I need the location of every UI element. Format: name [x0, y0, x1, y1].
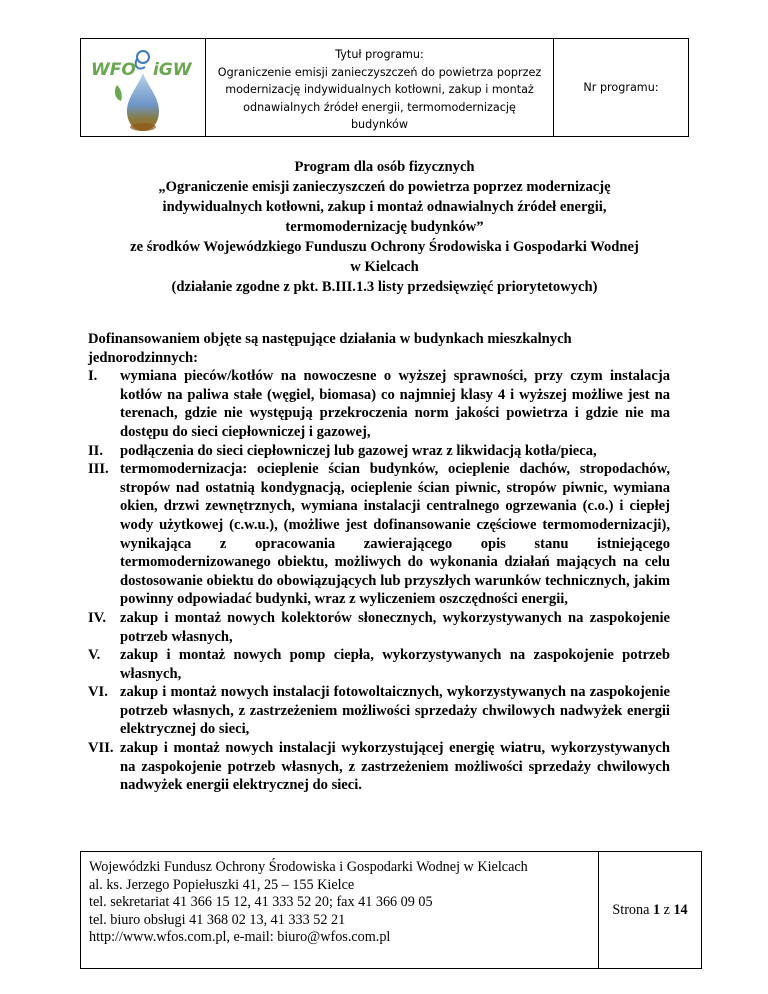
title-line: termomodernizację budynków”: [285, 219, 484, 235]
page-sep: z: [663, 901, 670, 918]
footer-table: [80, 851, 702, 969]
list-item-number: IV.: [88, 609, 106, 626]
list-item: [88, 739, 670, 795]
list-item-text: wymiana pieców/kotłów na nowoczesne o wyższej sprawności, przy czym instalacja kotłów na paliwa stałe (węgiel, biomasa) co najmniej klasy 4 i wyższej możliwe jest na terenach, gdzie nie występują przekroczenia norm jakości powietrza i gdzie nie ma dostępu do sieci ciepłowniczej i gazowej,: [120, 368, 670, 440]
list-item-text: zakup i montaż nowych pomp ciepła, wykorzystywanych na zaspokojenie potrzeb własnych,: [120, 647, 670, 682]
list-item: [88, 442, 670, 461]
footer-org-name: Wojewódzki Fundusz Ochrony Środowiska i Gospodarki Wodnej w Kielcach: [89, 859, 528, 875]
list-item: [88, 367, 670, 441]
svg-text:iGW: iGW: [153, 60, 192, 80]
document-title: [80, 157, 689, 297]
list-item-number: I.: [88, 368, 98, 385]
list-item-text: zakup i montaż nowych kolektorów słonecznych, wykorzystywanych na zaspokojenie potrzeb własnych,: [120, 609, 670, 645]
header-table: [80, 38, 689, 137]
action-list: [88, 367, 670, 795]
footer-address: [81, 852, 599, 968]
footer-web: http://www.wfos.com.pl, e-mail: biuro@wfos.com.pl: [89, 929, 391, 946]
logo-cell: [81, 39, 206, 136]
footer-phone: tel. sekretariat 41 366 15 12, 41 333 52 20; fax 41 366 09 05: [89, 894, 433, 911]
title-line: Program dla osób fizycznych: [294, 159, 475, 175]
list-item-number: VII.: [88, 740, 114, 757]
title-line: (działanie zgodne z pkt. B.III.1.3 listy przedsięwzięć priorytetowych): [171, 279, 598, 295]
list-item: [88, 646, 670, 683]
page-current: 1: [652, 901, 661, 918]
title-line: w Kielcach: [350, 259, 419, 275]
wfosigw-logo: [87, 45, 199, 133]
intro-paragraph: Dofinansowaniem objęte są następujące działania w budynkach mieszkalnych jednorodzinnych:: [88, 331, 572, 366]
list-item: [88, 683, 670, 739]
title-line: „Ograniczenie emisji zanieczyszczeń do powietrza poprzez modernizację: [158, 179, 611, 195]
page-total: 14: [673, 901, 688, 918]
list-item-number: III.: [88, 461, 109, 478]
list-item-text: podłączenia do sieci ciepłowniczej lub gazowej wraz z likwidacją kotła/pieca,: [120, 442, 597, 459]
list-item-number: II.: [88, 442, 104, 459]
list-item-number: V.: [88, 647, 101, 664]
title-line: indywidualnych kotłowni, zakup i montaż odnawialnych źródeł energii,: [162, 199, 607, 215]
svg-text:WFO: WFO: [91, 60, 136, 80]
page-prefix: Strona: [612, 901, 650, 918]
program-number-cell: [554, 39, 688, 136]
page-number: [599, 852, 701, 968]
footer-phone: tel. biuro obsługi 41 368 02 13, 41 333 52 21: [89, 911, 346, 928]
list-item-text: zakup i montaż nowych instalacji wykorzystującej energię wiatru, wykorzystywanych na zaspokojenie potrzeb własnych, z zastrzeżeniem możliwości sprzedaży chwilowych nadwyżek energii elektrycznej do sieci.: [120, 740, 670, 794]
program-title-cell: [206, 39, 554, 136]
program-title-label: Tytuł programu:: [335, 48, 424, 61]
program-title-line: modernizację indywidualnych kotłowni, zakup i montaż: [225, 83, 534, 97]
list-item-text: termomodernizacja: ocieplenie ścian budynków, ocieplenie dachów, stropodachów, stropów nad ostatnią kondygnacją, ocieplenie ścian piwnic, stropów piwnic, wymiana okien, drzwi zewnętrznych, wymiana instalacji centralnego ogrzewania (c.o.) i ciepłej wody użytkowej (c.w.u.), (możliwe jest dofinansowanie częściowe termomodernizacji), wynikająca z opracowania zawierającego opis stanu istniejącego termomodernizowanego obiektu, możliwych do wykonania działań mających na celu dostosowanie obiektu do obowiązujących lub przyszłych warunków technicznych, jakim powinny odpowiadać budynki, wraz z wyliczeniem oszczędności energii,: [120, 461, 670, 608]
program-title-line: odnawialnych źródeł energii, termomodernizację: [243, 100, 516, 114]
list-item-number: VI.: [88, 684, 108, 701]
program-number-label: Nr programu:: [583, 81, 659, 94]
document-body: [88, 330, 670, 795]
list-item-text: zakup i montaż nowych instalacji fotowoltaicznych, wykorzystywanych na zaspokojenie potrzeb własnych, z zastrzeżeniem możliwości sprzedaży chwilowych nadwyżek energii elektrycznej do sieci,: [120, 684, 670, 738]
title-line: ze środków Wojewódzkiego Funduszu Ochrony Środowiska i Gospodarki Wodnej: [130, 239, 639, 255]
program-title-line: Ograniczenie emisji zanieczyszczeń do powietrza poprzez: [217, 65, 542, 79]
program-title-line: budynków: [350, 118, 409, 132]
footer-street: al. ks. Jerzego Popiełuszki 41, 25 – 155 Kielce: [89, 876, 355, 893]
list-item: [88, 460, 670, 609]
list-item: [88, 609, 670, 646]
